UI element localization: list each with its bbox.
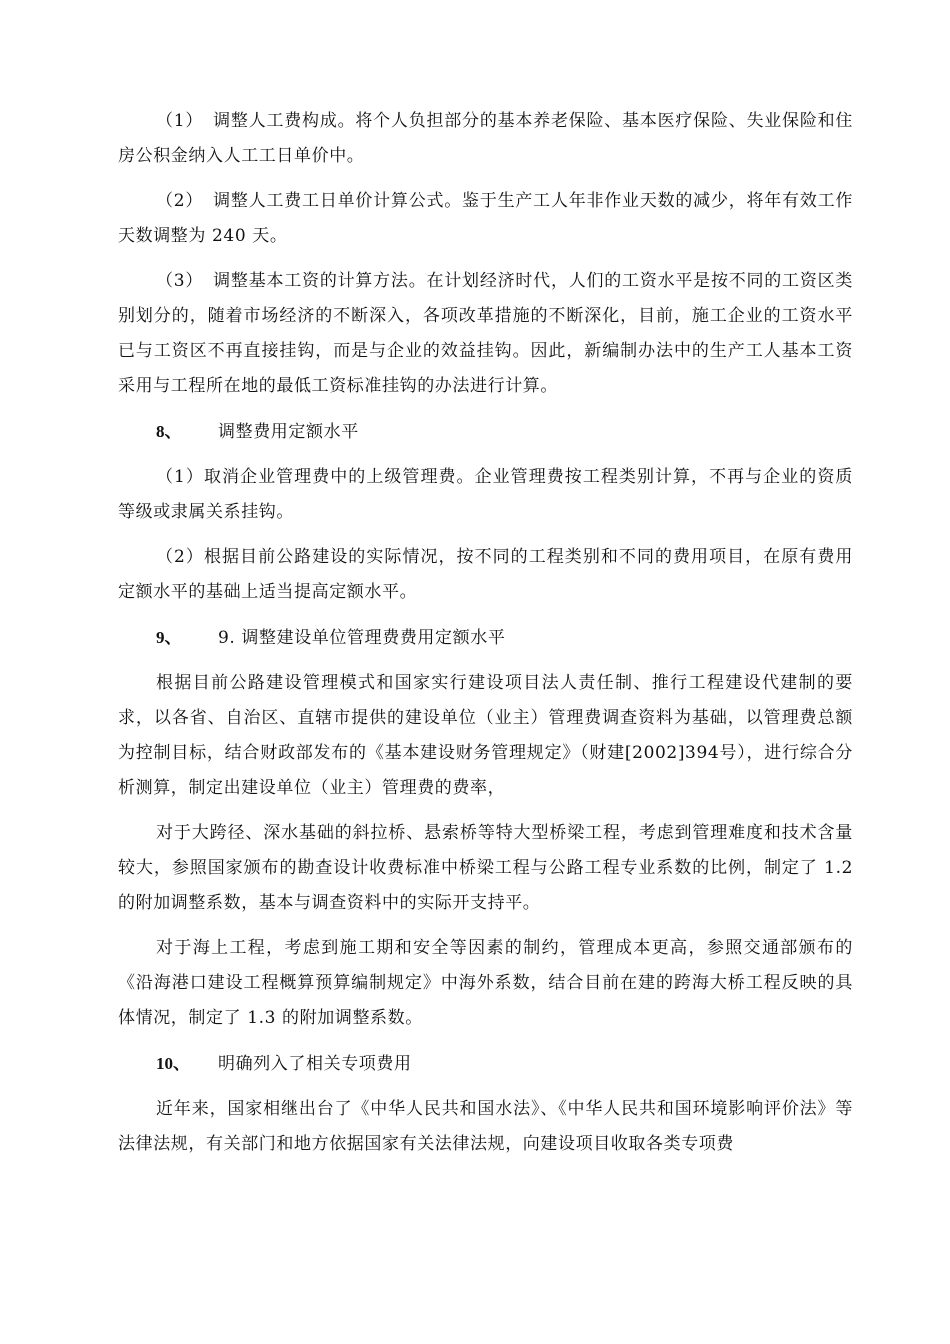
item-text: 调整人工费构成。将个人负担部分的基本养老保险、基本医疗保险、失业保险和住房公积金纳入人工工日单价中。 [118,111,853,166]
section-title: 明确列入了相关专项费用 [218,1054,412,1074]
section8-item-1: （1）取消企业管理费中的上级管理费。企业管理费按工程类别计算，不再与企业的资质等级或隶属关系挂钩。 [118,467,853,522]
item-text: 调整人工费工日单价计算公式。鉴于生产工人年非作业天数的减少，将年有效工作天数调整为 240 天。 [118,191,853,246]
item-label: （2） [156,191,204,211]
section-heading-8 [118,414,853,450]
item-text: 调整基本工资的计算方法。在计划经济时代，人们的工资水平是按不同的工资区类别划分的，随着市场经济的不断深入，各项改革措施的不断深化，目前，施工企业的工资水平已与工资区不再直接挂钩，而是与企业的效益挂钩。因此，新编制办法中的生产工人基本工资采用与工程所在地的最低工资标准挂钩的办法进行计算。 [118,271,853,396]
section9-paragraph-2: 对于大跨径、深水基础的斜拉桥、悬索桥等特大型桥梁工程，考虑到管理难度和技术含量较大，参照国家颁布的勘查设计收费标准中桥梁工程与公路工程专业系数的比例，制定了 1.2 的附加调整系数，基本与调查资料中的实际开支持平。 [118,823,853,913]
section-number: 9、 [156,628,182,647]
section-title: 9. 调整建设单位管理费费用定额水平 [218,628,506,648]
section10-paragraph-1: 近年来，国家相继出台了《中华人民共和国水法》、《中华人民共和国环境影响评价法》等法律法规，有关部门和地方依据国家有关法律法规，向建设项目收取各类专项费 [118,1099,853,1154]
paragraph-item-2 [118,184,853,254]
item-label: （3） [156,271,204,291]
section9-paragraph-3: 对于海上工程，考虑到施工期和安全等因素的制约，管理成本更高，参照交通部颁布的《沿海港口建设工程概算预算编制规定》中海外系数，结合目前在建的跨海大桥工程反映的具体情况，制定了 1.3 的附加调整系数。 [118,938,853,1028]
section-number: 10、 [156,1054,190,1073]
section-heading-10 [118,1046,853,1082]
section-number: 8、 [156,422,182,441]
paragraph-item-3 [118,264,853,404]
document-body [118,104,853,1172]
section8-item-2: （2）根据目前公路建设的实际情况，按不同的工程类别和不同的费用项目，在原有费用定额水平的基础上适当提高定额水平。 [118,547,853,602]
paragraph-item-1 [118,104,853,174]
section-title: 调整费用定额水平 [218,422,359,442]
item-label: （1） [156,111,204,131]
section9-paragraph-1: 根据目前公路建设管理模式和国家实行建设项目法人责任制、推行工程建设代建制的要求，以各省、自治区、直辖市提供的建设单位（业主）管理费调查资料为基础，以管理费总额为控制目标，结合财政部发布的《基本建设财务管理规定》（财建[2002]394号），进行综合分析测算，制定出建设单位（业主）管理费的费率， [118,673,853,798]
section-heading-9 [118,620,853,656]
